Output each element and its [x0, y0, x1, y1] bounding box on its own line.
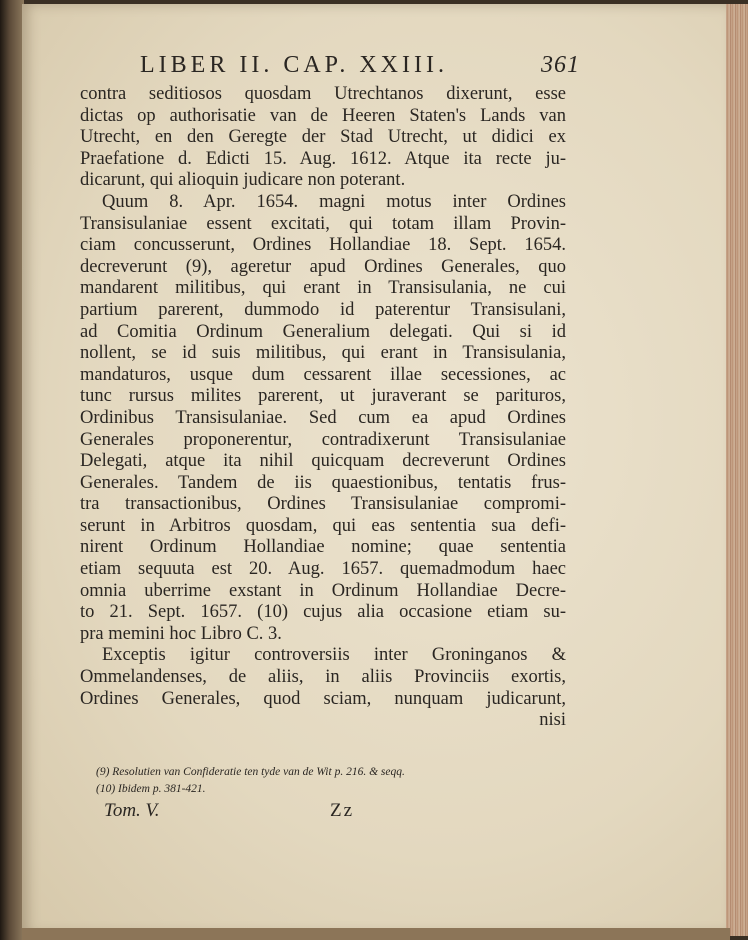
- text-line: Praefatione d. Edicti 15. Aug. 1612. Atque ita recte ju-: [80, 148, 566, 169]
- text-line: Ordinibus Transisulaniae. Sed cum ea apud Ordines: [80, 407, 566, 428]
- body-text: [80, 84, 566, 732]
- text-line: Utrecht, en den Geregte der Stad Utrecht, ut didici ex: [80, 127, 566, 148]
- running-title: LIBER II. CAP. XXIII.: [140, 52, 448, 78]
- text-line: decreverunt (9), ageretur apud Ordines Generales, quo: [80, 256, 566, 277]
- running-head: [140, 52, 580, 79]
- text-line: Quum 8. Apr. 1654. magni motus inter Ordines: [102, 191, 566, 212]
- text-line: dictas op authorisatie van de Heeren Staten's Lands van: [80, 105, 566, 126]
- text-line: Generales proponerentur, contradixerunt Transisulaniae: [80, 429, 566, 450]
- text-line: tra transactionibus, Ordines Transisulaniae compromi-: [80, 494, 566, 515]
- text-line: nirent Ordinum Hollandiae nomine; quae sententia: [80, 537, 566, 558]
- footnotes: [96, 764, 536, 798]
- text-line: Exceptis igitur controversiis inter Groninganos &: [102, 645, 566, 666]
- catchword: nisi: [539, 710, 566, 731]
- text-line: ciam concusserunt, Ordines Hollandiae 18. Sept. 1654.: [80, 235, 566, 256]
- book-spine-shadow: [0, 0, 24, 940]
- text-line: ad Comitia Ordinum Generalium delegati. Qui si id: [80, 321, 566, 342]
- text-line: omnia uberrime exstant in Ordinum Hollandiae Decre-: [80, 580, 566, 601]
- text-line: dicarunt, qui alioquin judicare non poterant.: [80, 170, 406, 191]
- text-line: mandarent militibus, qui erant in Transisulania, ne cui: [80, 278, 566, 299]
- text-line: mandaturos, usque dum cessarent illae secessiones, ac: [80, 364, 566, 385]
- text-line: tunc rursus milites parerent, ut juraverant se parituros,: [80, 386, 566, 407]
- text-line: pra memini hoc Libro C. 3.: [80, 623, 282, 644]
- volume-label: Tom. V.: [104, 800, 160, 821]
- text-line: Transisulaniae essent excitati, qui totam illam Provin-: [80, 213, 566, 234]
- footnote-9: (9) Resolutien van Confideratie ten tyde van de Wit p. 216. & seqq.: [96, 766, 405, 778]
- text-line: Ommelandenses, de aliis, in aliis Provinciis exortis,: [80, 667, 566, 688]
- text-line: serunt in Arbitros quosdam, qui eas sententia sua defi-: [80, 515, 566, 536]
- signature-mark: Zz: [330, 800, 355, 821]
- text-line: Ordines Generales, quod sciam, nunquam judicarunt,: [80, 688, 566, 709]
- text-line: Delegati, atque ita nihil quicquam decreverunt Ordines: [80, 451, 566, 472]
- text-line: nollent, se id suis militibus, qui erant in Transisulania,: [80, 343, 566, 364]
- page-number: 361: [541, 52, 580, 78]
- text-line: etiam sequuta est 20. Aug. 1657. quemadmodum haec: [80, 559, 566, 580]
- text-line: partium parerent, dummodo id paterentur Transisulani,: [80, 299, 566, 320]
- page-edges: [726, 4, 748, 936]
- text-line: contra seditiosos quosdam Utrechtanos dixerunt, esse: [80, 84, 566, 104]
- text-line: Generales. Tandem de iis quaestionibus, tentatis frus-: [80, 472, 566, 493]
- book-bottom-edge: [22, 928, 730, 940]
- footnote-10: (10) Ibidem p. 381-421.: [96, 783, 206, 795]
- text-line: to 21. Sept. 1657. (10) cujus alia occasione etiam su-: [80, 602, 566, 623]
